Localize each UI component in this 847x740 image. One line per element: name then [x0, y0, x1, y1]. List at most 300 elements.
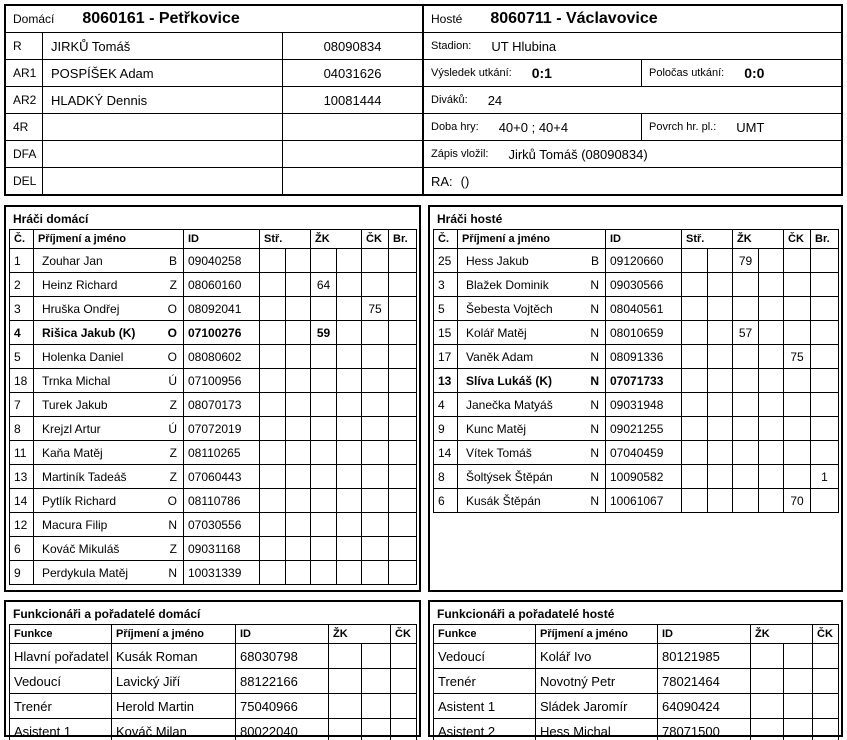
official-row	[434, 669, 839, 694]
player-number: 5	[10, 345, 34, 369]
red-card-cell	[362, 465, 389, 489]
yellow-card-cell-2	[784, 719, 813, 740]
attendance-label: Diváků:	[431, 94, 468, 106]
yellow-card-cell-2	[759, 393, 784, 417]
goals-cell	[389, 561, 417, 585]
player-id: 08010659	[606, 321, 682, 345]
player-row	[10, 393, 417, 417]
yellow-card-cell	[329, 694, 362, 719]
official-role: Vedoucí	[434, 644, 536, 669]
player-id: 07060443	[184, 465, 260, 489]
col-name: Příjmení a jméno	[458, 230, 606, 249]
goals-cell	[389, 345, 417, 369]
player-number: 25	[434, 249, 458, 273]
role-label: DFA	[6, 141, 43, 167]
col-red-card: ČK	[784, 230, 811, 249]
substitution-cell	[260, 297, 286, 321]
goals-cell	[811, 417, 839, 441]
col-name: Příjmení a jméno	[536, 625, 658, 644]
yellow-card-cell-2	[759, 273, 784, 297]
referee-row	[6, 33, 422, 60]
official-name: Hess Michal	[536, 719, 658, 740]
yellow-card-cell	[311, 249, 337, 273]
yellow-card-cell-2	[337, 249, 362, 273]
col-yellow-card: ŽK	[329, 625, 391, 644]
player-name: Hruška Ondřej	[42, 301, 120, 316]
player-number: 18	[10, 369, 34, 393]
player-id: 10090582	[606, 465, 682, 489]
player-position: B	[590, 253, 599, 268]
substitution-cell	[682, 393, 708, 417]
red-card-cell	[362, 513, 389, 537]
player-row	[10, 465, 417, 489]
yellow-card-cell-2	[337, 537, 362, 561]
player-position: N	[590, 373, 599, 388]
yellow-card-cell	[751, 719, 784, 740]
home-players-title: Hráči domácí	[13, 212, 89, 226]
player-number: 13	[10, 465, 34, 489]
player-name-cell	[458, 441, 606, 465]
yellow-card-cell-2	[362, 719, 391, 740]
player-id: 07071733	[606, 369, 682, 393]
substitution-cell	[260, 489, 286, 513]
result-label: Výsledek utkání:	[431, 67, 512, 79]
substitution-cell-2	[286, 441, 311, 465]
away-players-title: Hráči hosté	[437, 212, 503, 226]
player-name: Kusák Štěpán	[466, 493, 541, 508]
yellow-card-cell-2	[759, 489, 784, 513]
red-card-cell	[784, 441, 811, 465]
player-name: Kováč Mikuláš	[42, 541, 120, 556]
player-id: 07100956	[184, 369, 260, 393]
player-id: 08110786	[184, 489, 260, 513]
official-role: Hlavní pořadatel	[10, 644, 112, 669]
red-card-cell	[784, 369, 811, 393]
yellow-card-cell	[311, 513, 337, 537]
player-position: O	[167, 325, 177, 340]
player-row	[10, 489, 417, 513]
player-name: Heinz Richard	[42, 277, 118, 292]
player-position: O	[167, 493, 177, 508]
col-role: Funkce	[434, 625, 536, 644]
player-row	[10, 417, 417, 441]
officials-header-row	[10, 625, 417, 644]
official-id: 75040966	[236, 694, 329, 719]
dfa-row	[6, 141, 422, 168]
goals-cell	[389, 441, 417, 465]
player-position: N	[590, 301, 599, 316]
player-position: Z	[169, 277, 177, 292]
home-officials-title: Funkcionáři a pořadatelé domácí	[13, 607, 201, 621]
player-name-cell	[34, 561, 184, 585]
goals-cell	[389, 417, 417, 441]
player-name: Janečka Matyáš	[466, 397, 553, 412]
red-card-cell	[784, 321, 811, 345]
home-officials-box	[4, 600, 421, 737]
player-name: Martiník Tadeáš	[42, 469, 127, 484]
player-name: Trnka Michal	[42, 373, 111, 388]
goals-cell	[389, 489, 417, 513]
player-name-cell	[34, 297, 184, 321]
yellow-card-cell	[733, 393, 759, 417]
player-row	[434, 441, 839, 465]
away-officials-title: Funkcionáři a pořadatelé hosté	[437, 607, 615, 621]
yellow-card-cell-2	[759, 321, 784, 345]
player-row	[10, 273, 417, 297]
halftime-label: Poločas utkání:	[649, 67, 725, 79]
yellow-card-cell-2	[759, 417, 784, 441]
yellow-card-cell: 57	[733, 321, 759, 345]
red-card-cell	[391, 694, 417, 719]
duration-cell	[424, 114, 642, 140]
yellow-card-cell-2	[337, 345, 362, 369]
stadium-row	[424, 33, 841, 60]
player-number: 6	[434, 489, 458, 513]
player-name: Šebesta Vojtěch	[466, 301, 553, 316]
substitution-cell-2	[286, 537, 311, 561]
player-id: 10061067	[606, 489, 682, 513]
red-card-cell: 70	[784, 489, 811, 513]
players-header-row	[10, 230, 417, 249]
player-row	[434, 393, 839, 417]
official-name: Novotný Petr	[536, 669, 658, 694]
substitution-cell-2	[286, 417, 311, 441]
substitution-cell-2	[286, 321, 311, 345]
official-role: Trenér	[434, 669, 536, 694]
yellow-card-cell	[733, 441, 759, 465]
substitution-cell-2	[286, 297, 311, 321]
player-row	[434, 249, 839, 273]
player-row	[10, 369, 417, 393]
substitution-cell	[682, 489, 708, 513]
yellow-card-cell-2	[784, 644, 813, 669]
substitution-cell-2	[286, 393, 311, 417]
col-number: Č.	[10, 230, 34, 249]
player-row	[10, 249, 417, 273]
player-number: 15	[434, 321, 458, 345]
player-id: 07040459	[606, 441, 682, 465]
player-name-cell	[34, 393, 184, 417]
player-number: 4	[434, 393, 458, 417]
red-card-cell	[784, 393, 811, 417]
player-row	[10, 441, 417, 465]
player-name-cell	[34, 489, 184, 513]
player-name: Pytlík Richard	[42, 493, 117, 508]
substitution-cell	[260, 513, 286, 537]
player-number: 3	[10, 297, 34, 321]
substitution-cell-2	[708, 465, 733, 489]
yellow-card-cell-2	[362, 694, 391, 719]
duration-label: Doba hry:	[431, 121, 479, 133]
yellow-card-cell	[329, 719, 362, 740]
col-red-card: ČK	[813, 625, 839, 644]
player-number: 17	[434, 345, 458, 369]
red-card-cell	[362, 537, 389, 561]
yellow-card-cell-2	[337, 417, 362, 441]
goals-cell	[389, 513, 417, 537]
substitution-cell-2	[286, 369, 311, 393]
substitution-cell-2	[708, 273, 733, 297]
substitution-cell-2	[286, 465, 311, 489]
player-number: 13	[434, 369, 458, 393]
official-role: Asistent 1	[434, 694, 536, 719]
player-row	[10, 561, 417, 585]
yellow-card-cell-2	[337, 321, 362, 345]
red-card-cell	[362, 273, 389, 297]
official-name: Lavický Jiří	[112, 669, 236, 694]
player-name: Krejzl Artur	[42, 421, 101, 436]
player-name-cell	[34, 321, 184, 345]
delegate-id	[283, 168, 422, 194]
home-players-box	[4, 205, 421, 592]
player-id: 08092041	[184, 297, 260, 321]
player-id: 07072019	[184, 417, 260, 441]
player-number: 8	[434, 465, 458, 489]
yellow-card-cell	[311, 297, 337, 321]
role-label: DEL	[6, 168, 43, 194]
official-id: 68030798	[236, 644, 329, 669]
player-name-cell	[458, 321, 606, 345]
player-number: 7	[10, 393, 34, 417]
player-number: 14	[10, 489, 34, 513]
substitution-cell	[260, 393, 286, 417]
yellow-card-cell-2	[759, 369, 784, 393]
surface-cell	[642, 114, 841, 140]
yellow-card-cell	[311, 369, 337, 393]
player-number: 1	[10, 249, 34, 273]
player-position: Z	[169, 541, 177, 556]
substitution-cell	[682, 345, 708, 369]
delegate-name	[43, 168, 283, 194]
official-row	[10, 669, 417, 694]
player-position: N	[590, 493, 599, 508]
player-name-cell	[458, 297, 606, 321]
official-id: 78071500	[658, 719, 751, 740]
player-name-cell	[34, 345, 184, 369]
player-position: Z	[169, 397, 177, 412]
goals-cell	[811, 489, 839, 513]
player-name: Perdykula Matěj	[42, 565, 129, 580]
col-name: Příjmení a jméno	[112, 625, 236, 644]
fourth-referee-row	[6, 114, 422, 141]
player-name: Vítek Tomáš	[466, 445, 532, 460]
player-name: Slíva Lukáš (K)	[466, 373, 553, 388]
substitution-cell-2	[708, 345, 733, 369]
player-name: Hess Jakub	[466, 253, 529, 268]
role-label: R	[6, 33, 43, 59]
substitution-cell-2	[286, 345, 311, 369]
goals-cell	[811, 369, 839, 393]
official-role: Asistent 2	[434, 719, 536, 740]
player-position: Z	[169, 445, 177, 460]
official-row	[10, 694, 417, 719]
official-role: Asistent 1	[10, 719, 112, 740]
home-label: Domácí	[13, 12, 55, 26]
away-players-box	[428, 205, 843, 592]
red-card-cell	[784, 297, 811, 321]
official-name: Sládek Jaromír	[536, 694, 658, 719]
assistant2-name: HLADKÝ Dennis	[43, 87, 283, 113]
red-card-cell	[391, 644, 417, 669]
goals-cell	[389, 321, 417, 345]
yellow-card-cell-2	[337, 465, 362, 489]
official-name: Kováč Milan	[112, 719, 236, 740]
result-value: 0:1	[531, 65, 552, 81]
official-role: Trenér	[10, 694, 112, 719]
red-card-cell	[362, 417, 389, 441]
away-officials-box	[428, 600, 843, 737]
red-card-cell	[784, 417, 811, 441]
substitution-cell	[260, 561, 286, 585]
player-number: 6	[10, 537, 34, 561]
duration-row	[424, 114, 841, 141]
col-name: Příjmení a jméno	[34, 230, 184, 249]
official-row	[434, 644, 839, 669]
player-row	[10, 537, 417, 561]
player-name-cell	[34, 417, 184, 441]
red-card-cell	[784, 273, 811, 297]
player-name: Kunc Matěj	[466, 421, 527, 436]
substitution-cell	[260, 441, 286, 465]
yellow-card-cell: 64	[311, 273, 337, 297]
red-card-cell	[813, 644, 839, 669]
surface-label: Povrch hr. pl.:	[649, 121, 717, 133]
player-name-cell	[458, 465, 606, 489]
player-name: Šoltýsek Štěpán	[466, 469, 553, 484]
goals-cell	[811, 273, 839, 297]
substitution-cell	[260, 465, 286, 489]
red-card-cell: 75	[784, 345, 811, 369]
player-position: O	[167, 301, 177, 316]
col-id: ID	[658, 625, 751, 644]
role-label: AR1	[6, 60, 43, 86]
player-position: N	[590, 325, 599, 340]
official-row	[10, 719, 417, 740]
player-id: 09120660	[606, 249, 682, 273]
red-card-cell	[362, 489, 389, 513]
player-name-cell	[458, 393, 606, 417]
player-name-cell	[34, 441, 184, 465]
submitted-value: Jirků Tomáš (08090834)	[508, 146, 648, 162]
player-position: N	[590, 469, 599, 484]
player-name-cell	[458, 345, 606, 369]
yellow-card-cell-2	[759, 345, 784, 369]
col-number: Č.	[434, 230, 458, 249]
goals-cell	[389, 249, 417, 273]
player-id: 09031948	[606, 393, 682, 417]
yellow-card-cell	[311, 537, 337, 561]
assistant1-name: POSPÍŠEK Adam	[43, 60, 283, 86]
official-name: Kusák Roman	[112, 644, 236, 669]
red-card-cell	[362, 561, 389, 585]
goals-cell	[389, 297, 417, 321]
col-yellow-card: ŽK	[751, 625, 813, 644]
substitution-cell-2	[708, 297, 733, 321]
col-id: ID	[606, 230, 682, 249]
player-id: 08070173	[184, 393, 260, 417]
substitution-cell	[260, 273, 286, 297]
role-label: AR2	[6, 87, 43, 113]
yellow-card-cell	[311, 345, 337, 369]
red-card-cell	[362, 441, 389, 465]
col-role: Funkce	[10, 625, 112, 644]
player-number: 14	[434, 441, 458, 465]
halftime-cell	[642, 60, 841, 86]
player-name: Holenka Daniel	[42, 349, 124, 364]
home-officials-table	[9, 624, 417, 740]
player-name: Blažek Dominik	[466, 277, 549, 292]
stadium-label: Stadion:	[431, 40, 472, 52]
official-name: Kolář Ivo	[536, 644, 658, 669]
player-row	[434, 345, 839, 369]
col-red-card: ČK	[362, 230, 389, 249]
player-name: Turek Jakub	[42, 397, 108, 412]
yellow-card-cell-2	[337, 297, 362, 321]
ra-value: ()	[460, 173, 470, 189]
substitution-cell	[682, 297, 708, 321]
red-card-cell: 75	[362, 297, 389, 321]
player-number: 2	[10, 273, 34, 297]
player-position: N	[168, 517, 177, 532]
submitted-row	[424, 141, 841, 168]
col-substitution: Stř.	[682, 230, 733, 249]
red-card-cell	[362, 249, 389, 273]
red-card-cell	[813, 669, 839, 694]
player-position: N	[590, 421, 599, 436]
official-id: 64090424	[658, 694, 751, 719]
player-position: N	[590, 397, 599, 412]
substitution-cell	[260, 369, 286, 393]
player-name-cell	[458, 489, 606, 513]
player-row	[434, 273, 839, 297]
substitution-cell-2	[708, 441, 733, 465]
yellow-card-cell: 59	[311, 321, 337, 345]
fourth-referee-id	[283, 114, 422, 140]
player-name-cell	[34, 465, 184, 489]
yellow-card-cell	[751, 669, 784, 694]
substitution-cell-2	[708, 393, 733, 417]
player-position: Ú	[168, 421, 177, 436]
player-name-cell	[34, 249, 184, 273]
player-row-captain	[10, 321, 417, 345]
home-team-title: 8060161 - Petřkovice	[82, 10, 240, 27]
player-number: 12	[10, 513, 34, 537]
substitution-cell	[260, 537, 286, 561]
home-title-row	[6, 6, 422, 33]
col-red-card: ČK	[391, 625, 417, 644]
result-cell	[424, 60, 642, 86]
yellow-card-cell	[751, 644, 784, 669]
col-goals: Br.	[389, 230, 417, 249]
player-position: N	[590, 277, 599, 292]
result-row	[424, 60, 841, 87]
away-team-panel	[424, 6, 841, 194]
goals-cell: 1	[811, 465, 839, 489]
substitution-cell-2	[708, 321, 733, 345]
halftime-value: 0:0	[744, 65, 765, 81]
yellow-card-cell-2	[337, 369, 362, 393]
substitution-cell-2	[708, 249, 733, 273]
players-section	[4, 205, 843, 592]
yellow-card-cell-2	[337, 513, 362, 537]
official-id: 80022040	[236, 719, 329, 740]
substitution-cell-2	[286, 273, 311, 297]
col-yellow-card: ŽK	[733, 230, 784, 249]
yellow-card-cell	[311, 489, 337, 513]
player-id: 08080602	[184, 345, 260, 369]
home-players-table	[9, 229, 417, 585]
red-card-cell	[362, 321, 389, 345]
